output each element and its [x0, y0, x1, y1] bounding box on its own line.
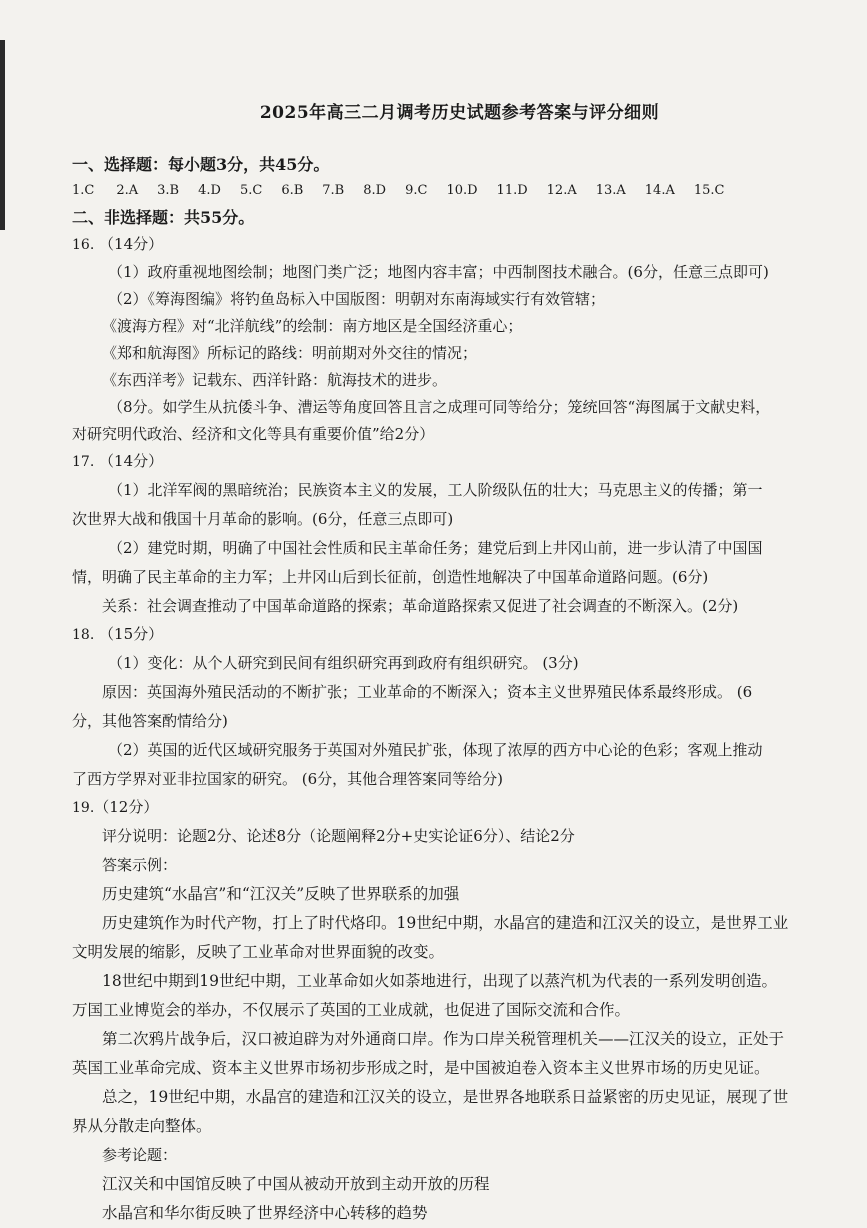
q17-line: 情，明确了民主革命的主力军；上井冈山后到长征前，创造性地解决了中国革命道路问题。(6分)	[72, 568, 709, 586]
q19-line: 万国工业博览会的举办，不仅展示了英国的工业成就，也促进了国际交流和合作。	[72, 1001, 631, 1019]
section1-heading: 一、选择题：每小题3分，共45分。	[72, 155, 330, 174]
q19-header	[72, 794, 847, 822]
mc-answer: 14.A	[644, 183, 675, 198]
q16-line: 《渡海方程》对“北洋航线”的绘制：南方地区是全国经济重心；	[102, 317, 523, 335]
q17-line: （1）北洋军阀的黑暗统治；民族资本主义的发展，工人阶级队伍的壮大；马克思主义的传播；第一	[108, 481, 763, 499]
question-score: （15分）	[99, 625, 164, 643]
mc-answer: 8.D	[363, 183, 387, 198]
q19-line: 界从分散走向整体。	[72, 1117, 212, 1135]
q19-line: 江汉关和中国馆反映了中国从被动开放到主动开放的历程	[102, 1175, 490, 1193]
mc-answer: 1.C	[72, 183, 95, 198]
mc-answer: 4.D	[198, 183, 221, 198]
q18-line: （1）变化：从个人研究到民间有组织研究再到政府有组织研究。 (3分)	[108, 654, 579, 672]
q16-line: （1）政府重视地图绘制；地图门类广泛；地图内容丰富；中西制图技术融合。(6分，任意三点即可)	[108, 263, 769, 281]
q19-line: 文明发展的缩影，反映了工业革命对世界面貌的改变。	[72, 943, 445, 961]
question-number: 17.	[72, 454, 95, 470]
section2-heading: 二、非选择题：共55分。	[72, 208, 255, 227]
question-number: 18.	[72, 627, 95, 643]
q19-line: 历史建筑作为时代产物，打上了时代烙印。19世纪中期，水晶宫的建造和江汉关的设立，是世界工业	[102, 914, 789, 932]
q18-line: 了西方学界对亚非拉国家的研究。 (6分，其他合理答案同等给分)	[72, 770, 504, 788]
q19-line: 第二次鸦片战争后，汉口被迫辟为对外通商口岸。作为口岸关税管理机关——江汉关的设立，正处于	[102, 1030, 785, 1048]
mc-answer: 11.D	[496, 183, 528, 198]
q19-line: 评分说明：论题2分、论述8分（论题阐释2分+史实论证6分）、结论2分	[102, 827, 575, 845]
q18-line: （2）英国的近代区域研究服务于英国对外殖民扩张，体现了浓厚的西方中心论的色彩；客观上推动	[108, 741, 763, 759]
question-score: （14分）	[99, 452, 164, 470]
question-score: （14分）	[99, 235, 164, 253]
mc-answer: 12.A	[546, 183, 577, 198]
q16-line: （2）《筹海图编》将钓鱼岛标入中国版图：明朝对东南海域实行有效管辖；	[108, 290, 606, 308]
mc-answer: 9.C	[405, 183, 428, 198]
q19-line: 18世纪中期到19世纪中期，工业革命如火如荼地进行，出现了以蒸汽机为代表的一系列发明创造。	[102, 972, 777, 990]
mc-answer: 15.C	[693, 183, 725, 198]
mc-answer: 13.A	[595, 183, 626, 198]
mc-answer: 2.A	[116, 183, 139, 198]
question-number: 19.	[72, 800, 95, 816]
scan-edge	[0, 40, 5, 230]
q18-header	[72, 621, 847, 649]
q19-line: 历史建筑“水晶宫”和“江汉关”反映了世界联系的加强	[102, 885, 460, 903]
question-score: （12分）	[94, 798, 159, 816]
q17-line: 次世界大战和俄国十月革命的影响。(6分，任意三点即可)	[72, 510, 454, 528]
mc-answer: 10.D	[446, 183, 478, 198]
q19-line: 答案示例：	[102, 856, 178, 874]
page-title: 2025年高三二月调考历史试题参考答案与评分细则	[259, 103, 660, 123]
q19-line: 总之，19世纪中期，水晶宫的建造和江汉关的设立，是世界各地联系日益紧密的历史见证，展现了世	[102, 1088, 789, 1106]
question-number: 16.	[72, 237, 95, 253]
q16-line: 对研究明代政治、经济和文化等具有重要价值”给2分）	[72, 425, 435, 443]
q17-line: （2）建党时期，明确了中国社会性质和民主革命任务；建党后到上井冈山前，进一步认清了中国国	[108, 539, 763, 557]
mc-answer: 6.B	[281, 183, 304, 198]
answer-sheet	[72, 98, 847, 1228]
q19-line: 参考论题：	[102, 1146, 178, 1164]
q16-line: （8分。如学生从抗倭斗争、漕运等角度回答且言之成理可同等给分；笼统回答“海图属于文献史料，	[108, 398, 771, 416]
q16-line: 《东西洋考》记载东、西洋针路：航海技术的进步。	[102, 371, 448, 389]
q18-line: 分，其他答案酌情给分)	[72, 712, 228, 730]
q19-line: 水晶宫和华尔街反映了世界经济中心转移的趋势	[102, 1204, 428, 1222]
mc-answer: 3.B	[157, 183, 180, 198]
q16-header	[72, 231, 847, 259]
mc-answer: 5.C	[239, 183, 263, 198]
q19-line: 英国工业革命完成、资本主义世界市场初步形成之时，是中国被迫卷入资本主义世界市场的历史见证。	[72, 1059, 770, 1077]
mc-answers	[72, 178, 847, 204]
q16-line: 《郑和航海图》所标记的路线：明前期对外交往的情况；	[102, 344, 478, 362]
q17-line: 关系：社会调查推动了中国革命道路的探索；革命道路探索又促进了社会调查的不断深入。(2分)	[102, 597, 739, 615]
q18-line: 原因：英国海外殖民活动的不断扩张；工业革命的不断深入；资本主义世界殖民体系最终形成。 (6	[102, 683, 753, 701]
mc-answer: 7.B	[322, 183, 345, 198]
q17-header	[72, 448, 847, 476]
